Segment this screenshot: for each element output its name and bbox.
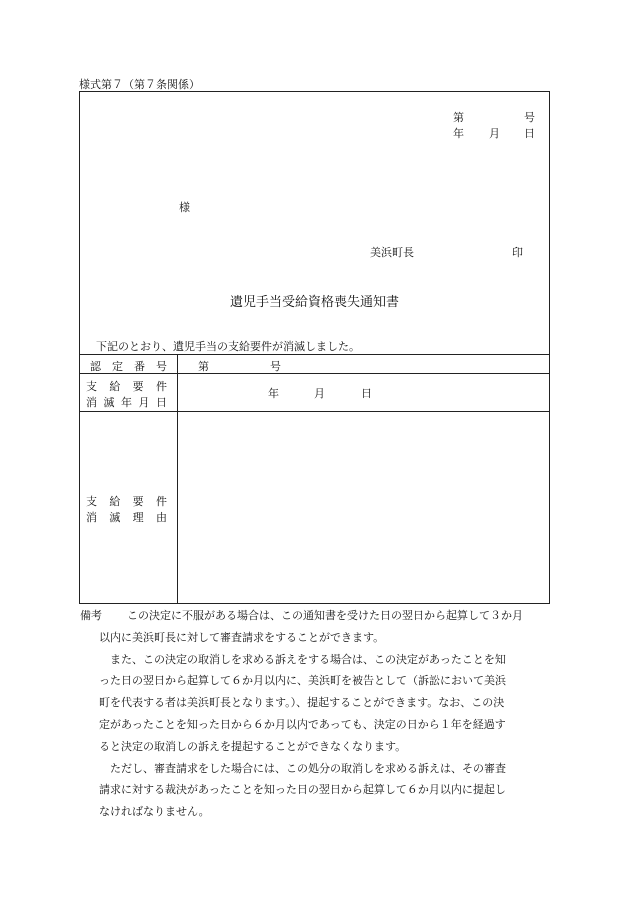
seal-mark: 印 bbox=[512, 246, 523, 259]
lapse-date-label-line1 bbox=[86, 378, 167, 394]
char: 由 bbox=[155, 511, 167, 524]
lapse-reason-field bbox=[178, 412, 549, 603]
lapse-date-label-line2 bbox=[86, 394, 167, 410]
char: 滅 bbox=[103, 396, 115, 409]
char: 滅 bbox=[109, 511, 121, 524]
notes-line: ただし、審査請求をした場合には、この処分の取消しを求める訴えは、その審査 bbox=[110, 761, 506, 775]
char: 件 bbox=[155, 495, 167, 508]
addressee-suffix: 様 bbox=[179, 201, 190, 214]
char: 給 bbox=[109, 380, 121, 393]
notes-line: ると決定の取消しの訴えを提起することができなくなります。 bbox=[99, 739, 407, 753]
char: 理 bbox=[132, 511, 144, 524]
date-month: 月 bbox=[489, 127, 500, 140]
notes-line: なければなりません。 bbox=[99, 805, 210, 819]
lapse-date-month: 月 bbox=[314, 387, 325, 400]
table-top-border bbox=[80, 354, 549, 355]
char: 消 bbox=[86, 396, 97, 409]
char: 消 bbox=[86, 511, 97, 524]
lapse-reason-label-line2 bbox=[86, 509, 167, 525]
notes-line: 請求に対する裁決があったことを知った日の翌日から起算して６か月以内に提起し bbox=[99, 783, 506, 797]
intro-sentence: 下記のとおり、遺児手当の支給要件が消滅しました。 bbox=[96, 340, 360, 353]
date-year: 年 bbox=[453, 127, 464, 140]
notes-heading: 備考 bbox=[80, 609, 102, 622]
char: 日 bbox=[156, 396, 167, 409]
document-number-dai: 第 bbox=[453, 111, 464, 124]
lapse-date-day: 日 bbox=[361, 387, 372, 400]
char: 支 bbox=[86, 495, 97, 508]
notes-line: 定があったことを知った日から６か月以内であっても、決定の日から１年を経過す bbox=[99, 717, 506, 731]
certification-number-label: 認 定 番 号 bbox=[90, 360, 167, 373]
sender-title: 美浜町長 bbox=[370, 246, 414, 259]
char: 要 bbox=[132, 380, 144, 393]
char: 件 bbox=[155, 380, 167, 393]
char: 月 bbox=[138, 396, 150, 409]
lapse-reason-label-line1 bbox=[86, 493, 167, 509]
notes-line: 以内に美浜町長に対して審査請求をすることができます。 bbox=[99, 630, 385, 644]
char: 支 bbox=[86, 380, 97, 393]
document-number-go: 号 bbox=[524, 111, 535, 124]
certification-number-go: 号 bbox=[270, 360, 281, 373]
lapse-date-year: 年 bbox=[268, 387, 279, 400]
form-id-label: 様式第７（第７条関係） bbox=[79, 78, 200, 91]
date-day: 日 bbox=[524, 127, 535, 140]
char: 要 bbox=[132, 495, 144, 508]
certification-number-dai: 第 bbox=[198, 360, 209, 373]
notice-form-frame bbox=[79, 91, 550, 604]
char: 年 bbox=[121, 396, 132, 409]
notes-line: この決定に不服がある場合は、この通知書を受けた日の翌日から起算して３か月 bbox=[127, 609, 523, 622]
char: 給 bbox=[109, 495, 121, 508]
notes-line: 町を代表する者は美浜町長となります。）、提起することができます。なお、この決 bbox=[99, 696, 505, 710]
notes-line: また、この決定の取消しを求める訴えをする場合は、この決定があったことを知 bbox=[110, 652, 506, 666]
notes-line: った日の翌日から起算して６か月以内に、美浜町を被告として（訴訟において美浜 bbox=[99, 674, 506, 688]
document-title: 遺児手当受給資格喪失通知書 bbox=[229, 295, 399, 310]
